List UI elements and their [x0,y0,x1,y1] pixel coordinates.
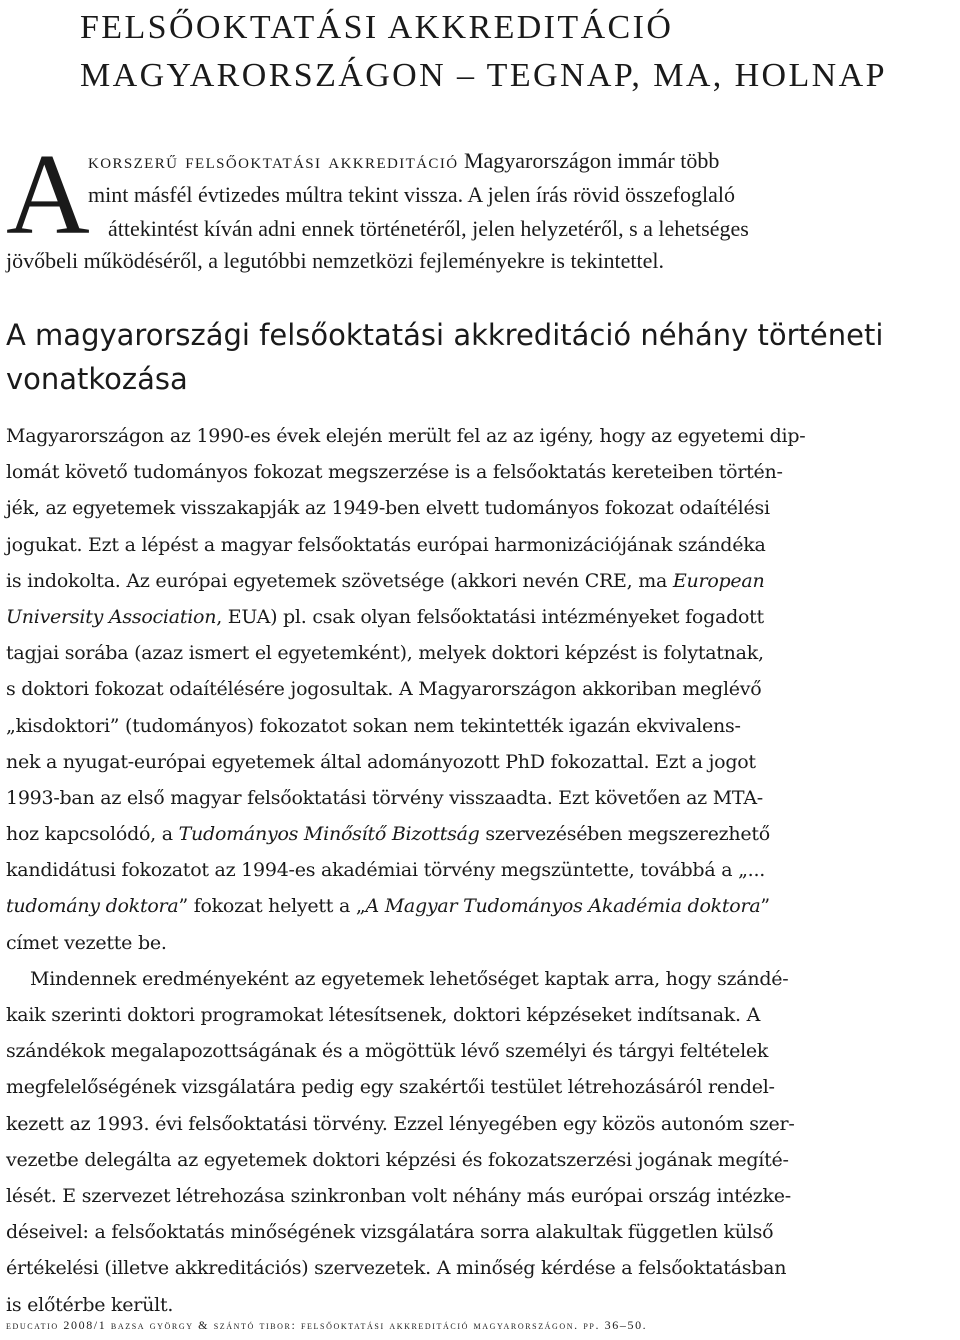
page-title [80,4,940,100]
body-line: déseivel: a felsőoktatás minőségének vizsgálatára sorra alakultak független külső [6,1221,774,1244]
italic-term: Tudományos Minősítő Bizottság [178,823,480,846]
body-line: szándékok megalapozottságának és a mögöttük lévő személyi és tárgyi feltételek [6,1040,769,1063]
body-text-run: hoz kapcsolódó, a [6,823,179,846]
drop-cap: A [6,131,90,259]
section-heading [6,313,951,401]
intro-line-1 [88,146,719,176]
body-line: s doktori fokozat odaítélésére jogosultak. A Magyarországon akkoriban meglévő [6,678,762,701]
body-line: „kisdoktori” (tudományos) fokozatot sokan nem tekintették igazán ekvivalens- [6,714,741,737]
intro-smallcaps: korszerű felsőoktatási akkreditáció [88,148,459,173]
italic-term: University Association [6,605,217,628]
body-line: lomát követő tudományos fokozat megszerzése is a felsőoktatás kereteiben történ- [6,461,783,484]
body-text [6,418,954,1323]
body-text-run: ” [760,895,770,918]
body-line: megfelelőségének vizsgálatára pedig egy szakértői testület létrehozásáról rendel- [6,1076,775,1099]
section-heading-line-2: vonatkozása [6,362,188,396]
intro-line-3: áttekintést kíván adni ennek történetéről, jelen helyzetéről, s a lehetséges [108,216,749,241]
section-heading-line-1: A magyarországi felsőoktatási akkreditáció néhány történeti [6,318,884,352]
body-line [6,888,954,924]
body-line: Magyarországon az 1990-es évek elején merült fel az az igény, hogy az egyetemi dip- [6,425,806,447]
italic-term: tudomány doktora [6,895,179,918]
body-line: nek a nyugat-európai egyetemek által adományozott PhD fokozattal. Ezt a jogot [6,750,756,773]
body-line: jogukat. Ezt a lépést a magyar felsőoktatás európai harmonizációjának szándéka [6,533,766,556]
body-line: vezetbe delegálta az egyetemek doktori képzési és fokozatszerzési jogának megíté- [6,1148,789,1171]
body-text-run: ” fokozat helyett a „ [178,895,366,918]
title-line-1: FELSŐOKTATÁSI AKKREDITÁCIÓ [80,9,674,46]
body-text-run: is indokolta. Az európai egyetemek szövetsége (akkori nevén CRE, ma [6,569,673,592]
body-line: kaik szerinti doktori programokat létesítsenek, doktori képzéseket indítsanak. A [6,1004,761,1026]
body-line [6,816,954,852]
intro-line-2: mint másfél évtizedes múltra tekint vissza. A jelen írás rövid összefoglaló [88,182,736,207]
body-line: tagjai sorába (azaz ismert el egyetemként), melyek doktori képzést is folytatnak, [6,642,764,665]
title-line-2: MAGYARORSZÁGON – TEGNAP, MA, HOLNAP [80,57,887,94]
body-line: értékelési (illetve akkreditációs) szervezetek. A minőség kérdése a felsőoktatásban [6,1257,787,1280]
body-line: lését. E szervezet létrehozása szinkronban volt néhány más európai ország intézke- [6,1184,791,1207]
body-line: jék, az egyetemek visszakapják az 1949-ben elvett tudományos fokozat odaítélési [6,497,770,520]
page-footer: educatio 2008/1 bazsa györgy & szántó tibor: felsőoktatási akkreditáció magyarországon. pp. 36–50. [6,1318,648,1332]
body-line: kandidátusi fokozatot az 1994-es akadémiai törvény megszüntette, továbbá a „... [6,859,766,882]
body-line: is előtérbe került. [6,1293,174,1316]
body-line [6,563,954,599]
italic-term: A Magyar Tudományos Akadémia doktora [365,895,761,918]
body-text-run: , EUA) pl. csak olyan felsőoktatási intézményeket fogadott [216,605,764,628]
body-line: Mindennek eredményeként az egyetemek lehetőséget kaptak arra, hogy szándé- [30,967,789,990]
body-line: 1993-ban az első magyar felsőoktatási törvény visszaadta. Ezt követően az MTA- [6,786,763,809]
body-line: címet vezette be. [6,931,167,954]
intro-paragraph [6,131,956,276]
body-line [6,599,954,635]
intro-line-1-rest: Magyarországon immár több [458,148,720,173]
body-line: kezett az 1993. évi felsőoktatási törvény. Ezzel lényegében egy közös autonóm szer- [6,1112,795,1135]
body-text-run: szervezésében megszerezhető [479,823,770,846]
italic-term: European [672,569,765,592]
intro-line-4: jövőbeli működéséről, a legutóbbi nemzetközi fejleményekre is tekintettel. [6,248,664,273]
